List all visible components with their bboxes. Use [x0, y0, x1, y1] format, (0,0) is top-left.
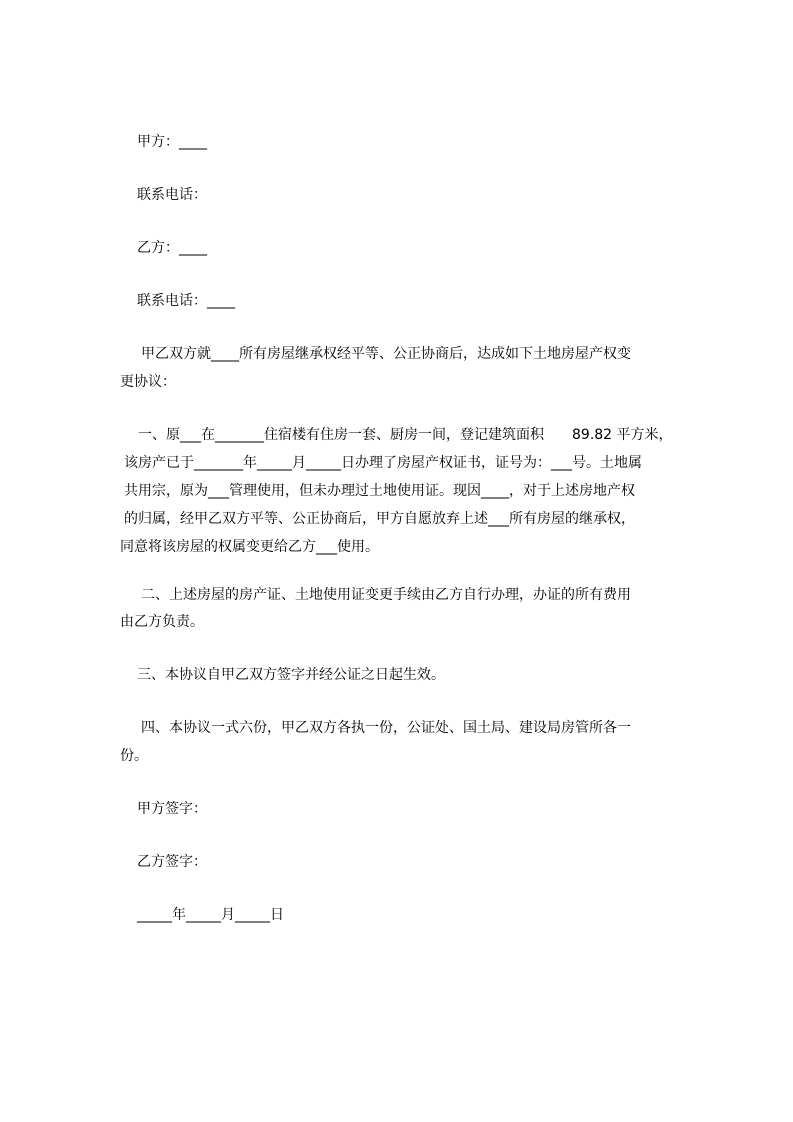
clause-one-line-1: 一、原___在_______住宿楼有住房一套、厨房一间，登记建筑面积 89.82 平方米， [138, 427, 673, 443]
party-a-phone-line: 联系电话： [137, 187, 207, 203]
clause-two-line-2: 由乙方负责。 [120, 614, 204, 630]
intro-paragraph-line-2: 更协议： [120, 374, 176, 390]
clause-four-line-1: 四、本协议一式六份，甲乙双方各执一份，公证处、国土局、建设局房管所各一 [141, 720, 631, 736]
signature-date: _____年_____月_____日 [137, 907, 284, 923]
party-a-signature: 甲方签字： [137, 801, 207, 817]
intro-paragraph-line-1: 甲乙双方就____所有房屋继承权经平等、公正协商后，达成如下土地房屋产权变 [141, 346, 631, 362]
clause-three: 三、本协议自甲乙双方签字并经公证之日起生效。 [137, 667, 445, 683]
clause-one-line-5: 同意将该房屋的权属变更给乙方___使用。 [120, 539, 379, 555]
party-a-line: 甲方：____ [137, 134, 207, 150]
clause-one-line-2: 该房产已于_______年_____月_____日办理了房屋产权证书，证号为：___号。土地属 [124, 455, 642, 471]
clause-one-line-4: 的归属，经甲乙双方平等、公正协商后，甲方自愿放弃上述___所有房屋的继承权， [124, 511, 635, 527]
clause-two-line-1: 二、上述房屋的房产证、土地使用证变更手续由乙方自行办理，办证的所有费用 [141, 587, 631, 603]
party-b-line: 乙方：____ [137, 240, 207, 256]
party-b-signature: 乙方签字： [137, 854, 207, 870]
clause-four-line-2: 份。 [120, 748, 148, 764]
clause-one-line-3: 共用宗，原为___管理使用，但未办理过土地使用证。现因____，对于上述房地产权 [124, 483, 635, 499]
party-b-phone-line: 联系电话：____ [137, 293, 235, 309]
